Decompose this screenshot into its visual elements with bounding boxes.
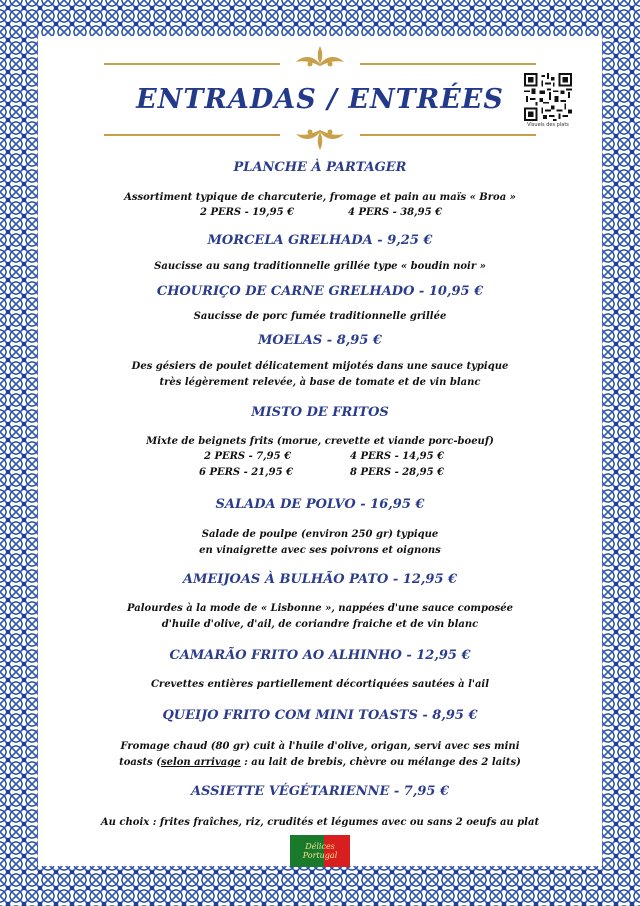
item-description: d'huile d'olive, d'ail, de coriandre fraiche et de vin blanc xyxy=(161,619,479,630)
item-title: MORCELA GRELHADA - 9,25 € xyxy=(207,233,433,248)
item-description xyxy=(0,755,640,770)
page-title: ENTRADAS / ENTRÉES xyxy=(136,84,504,115)
item-title: AMEIJOAS À BULHÃO PATO - 12,95 € xyxy=(182,572,458,587)
item-description: Saucisse de porc fumée traditionnelle grillée xyxy=(193,311,447,322)
item-title: MISTO DE FRITOS xyxy=(251,405,389,420)
logo-text xyxy=(290,842,350,860)
desc-text: toasts ( xyxy=(119,757,161,768)
item-title: CAMARÃO FRITO AO ALHINHO - 12,95 € xyxy=(169,648,471,663)
top-left-rule xyxy=(104,63,280,65)
top-flourish-icon xyxy=(290,44,350,72)
item-description: Au choix : frites fraîches, riz, crudités et légumes avec ou sans 2 oeufs au plat xyxy=(100,817,540,828)
item-description: Mixte de beignets frits (morue, crevette et viande porc-boeuf) xyxy=(146,436,494,447)
bottom-left-rule xyxy=(104,134,280,136)
item-description: Palourdes à la mode de « Lisbonne », nappées d'une sauce composée xyxy=(127,603,513,614)
logo-text-line: Portugal xyxy=(302,851,338,860)
item-title: ASSIETTE VÉGÉTARIENNE - 7,95 € xyxy=(190,784,450,799)
item-description: Des gésiers de poulet délicatement mijotés dans une sauce typique xyxy=(131,361,509,372)
item-price: 2 PERS - 7,95 € xyxy=(204,451,292,462)
desc-text: : au lait de brebis, chèvre ou mélange des 2 laits) xyxy=(240,757,521,768)
item-description: très légèrement relevée, à base de tomate et de vin blanc xyxy=(159,377,481,388)
item-title: CHOURIÇO DE CARNE GRELHADO - 10,95 € xyxy=(156,284,484,299)
logo-text-line: Délices xyxy=(305,842,335,851)
item-title: QUEIJO FRITO COM MINI TOASTS - 8,95 € xyxy=(162,708,478,723)
item-price: 6 PERS - 21,95 € xyxy=(199,467,293,478)
item-description: Salade de poulpe (environ 250 gr) typique xyxy=(201,529,439,540)
item-price: 4 PERS - 14,95 € xyxy=(350,451,444,462)
restaurant-logo xyxy=(290,835,350,867)
bottom-right-rule xyxy=(360,134,536,136)
item-description: Fromage chaud (80 gr) cuit à l'huile d'olive, origan, servi avec ses mini xyxy=(120,741,520,752)
top-right-rule xyxy=(360,63,536,65)
item-price: 4 PERS - 38,95 € xyxy=(348,207,442,218)
item-description: Saucisse au sang traditionnelle grillée type « boudin noir » xyxy=(154,261,486,272)
item-title: PLANCHE À PARTAGER xyxy=(233,160,407,175)
bottom-flourish-icon xyxy=(290,124,350,152)
item-description: Crevettes entières partiellement décortiquées sautées à l'ail xyxy=(150,679,490,690)
item-description: Assortiment typique de charcuterie, fromage et pain au maïs « Broa » xyxy=(124,192,516,203)
item-title: SALADA DE POLVO - 16,95 € xyxy=(215,497,425,512)
qr-code[interactable] xyxy=(524,73,572,121)
desc-underlined-text: selon arrivage xyxy=(160,757,241,768)
qr-caption: Visuels des plats xyxy=(527,122,569,128)
item-description: en vinaigrette avec ses poivrons et oignons xyxy=(199,545,441,556)
item-price: 2 PERS - 19,95 € xyxy=(200,207,294,218)
item-title: MOELAS - 8,95 € xyxy=(258,333,382,348)
item-price: 8 PERS - 28,95 € xyxy=(350,467,444,478)
